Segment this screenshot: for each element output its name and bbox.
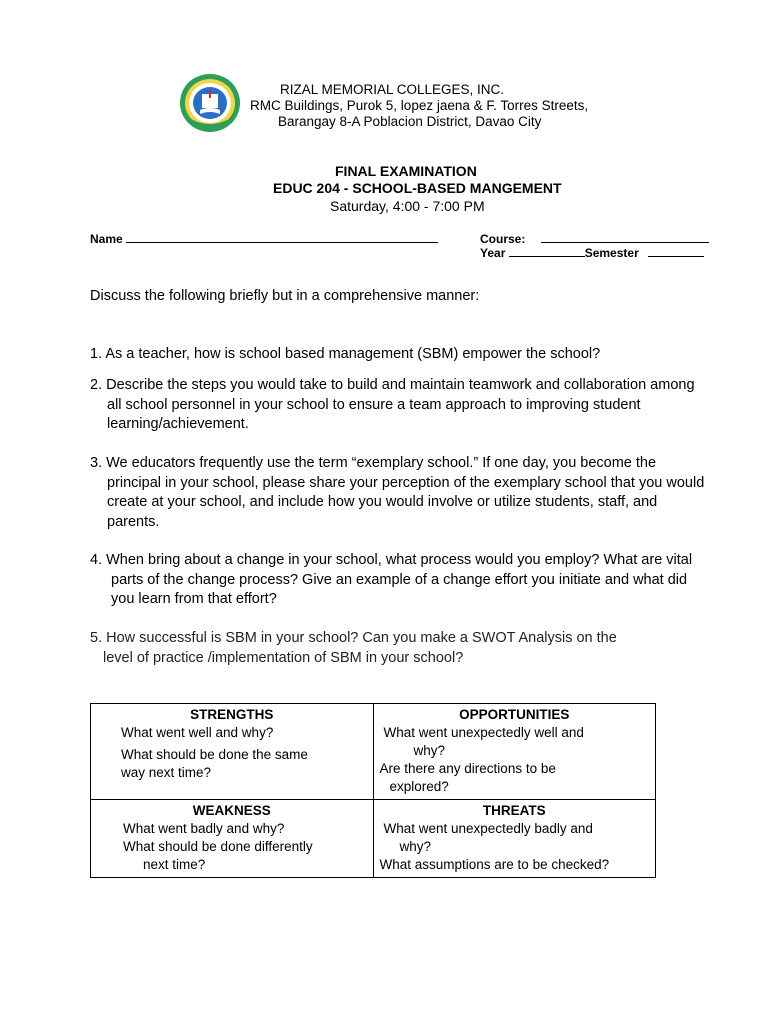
weakness-line: What should be done differently — [123, 839, 313, 854]
question-2-line: 2. Describe the steps you would take to build and maintain teamwork and collaboration among — [90, 377, 695, 393]
name-blank[interactable] — [126, 231, 438, 243]
swot-row-top — [91, 704, 656, 800]
threats-heading: THREATS — [482, 803, 546, 818]
year-blank[interactable] — [509, 245, 585, 257]
swot-strengths-cell — [91, 704, 374, 800]
institution-address-line-1: RMC Buildings, Purok 5, lopez jaena & F. Torres Streets, — [250, 98, 589, 113]
year-label: Year — [480, 246, 506, 260]
question-3-line: create at your school, and include how you would involve or utilize students, staff, and — [107, 494, 658, 510]
swot-threats-cell — [373, 800, 656, 878]
strengths-line: What should be done the same — [121, 747, 308, 762]
school-seal-icon — [178, 70, 242, 134]
school-logo — [178, 70, 242, 134]
course-blank[interactable] — [541, 231, 709, 243]
question-2 — [90, 376, 695, 435]
year-semester-field[interactable] — [480, 245, 704, 260]
opportunities-line: explored? — [389, 779, 449, 794]
swot-row-bottom — [91, 800, 656, 878]
strengths-line: What went well and why? — [121, 725, 274, 740]
semester-blank[interactable] — [648, 245, 704, 257]
swot-opportunities-cell — [373, 704, 656, 800]
swot-table — [90, 703, 656, 878]
threats-line: why? — [399, 839, 432, 854]
weakness-heading: WEAKNESS — [192, 803, 271, 818]
question-5-line: 5. How successful is SBM in your school? Can you make a SWOT Analysis on the — [90, 630, 617, 646]
strengths-line: way next time? — [121, 765, 212, 780]
opportunities-line: why? — [413, 743, 446, 758]
course-label: Course: — [480, 232, 526, 246]
question-1 — [90, 345, 600, 365]
question-5 — [90, 628, 617, 668]
question-2-line: learning/achievement. — [107, 416, 249, 432]
exam-title: FINAL EXAMINATION — [335, 163, 477, 179]
threats-line: What assumptions are to be checked? — [379, 857, 610, 872]
threats-line: What went unexpectedly badly and — [383, 821, 593, 836]
name-field[interactable] — [90, 231, 438, 246]
question-3 — [90, 454, 704, 532]
opportunities-line: What went unexpectedly well and — [383, 725, 584, 740]
question-3-line: principal in your school, please share your perception of the exemplary school that you would — [107, 474, 705, 491]
course-field[interactable] — [480, 231, 709, 246]
institution-name: RIZAL MEMORIAL COLLEGES, INC. — [280, 82, 505, 97]
question-4 — [90, 551, 692, 610]
name-label: Name — [90, 232, 123, 246]
weakness-line: What went badly and why? — [123, 821, 285, 836]
question-3-line: 3. We educators frequently use the term “exemplary school.” If one day, you become the — [90, 455, 657, 471]
question-5-line: level of practice /implementation of SBM in your school? — [103, 650, 464, 666]
question-4-line: you learn from that effort? — [111, 591, 277, 607]
strengths-heading: STRENGTHS — [190, 707, 274, 722]
instructions: Discuss the following briefly but in a comprehensive manner: — [90, 288, 480, 304]
question-1-line: 1. As a teacher, how is school based management (SBM) empower the school? — [90, 346, 601, 362]
exam-schedule: Saturday, 4:00 - 7:00 PM — [330, 198, 485, 214]
swot-weakness-cell — [91, 800, 374, 878]
opportunities-heading: OPPORTUNITIES — [459, 707, 570, 722]
semester-label: Semester — [584, 246, 639, 260]
question-3-line: parents. — [107, 513, 160, 530]
question-2-line: all school personnel in your school to ensure a team approach to improving student — [107, 396, 641, 413]
institution-address-line-2: Barangay 8-A Poblacion District, Davao City — [278, 114, 542, 129]
question-4-line: 4. When bring about a change in your school, what process would you employ? What are vital — [90, 552, 693, 568]
question-4-line: parts of the change process? Give an example of a change effort you initiate and what did — [111, 571, 688, 588]
weakness-line: next time? — [143, 857, 206, 872]
opportunities-line: Are there any directions to be — [379, 761, 556, 776]
course-title: EDUC 204 - SCHOOL-BASED MANGEMENT — [273, 180, 562, 196]
